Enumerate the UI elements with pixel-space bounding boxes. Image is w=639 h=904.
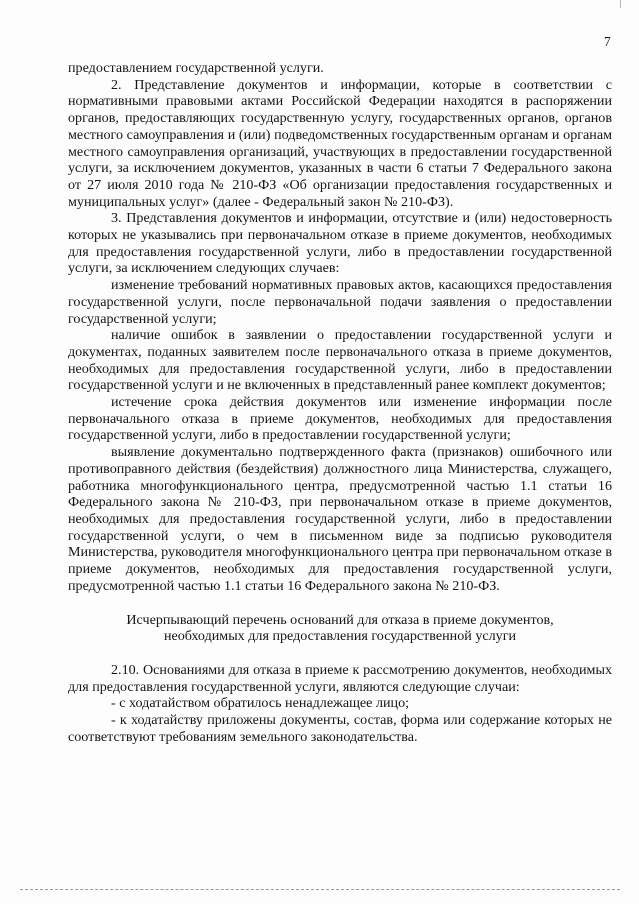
page-number: 7 xyxy=(604,34,611,49)
scan-edge-mark xyxy=(620,0,621,8)
paragraph-2-10: 2.10. Основаниями для отказа в приеме к рассмотрению документов, необходимых для предоставления государственной услуги, являются следующие случаи: xyxy=(68,661,612,695)
exception-case-document-expiry: истечение срока действия документов или изменение информации после первоначального отказа в приеме документов, необходимых для предоставления государственной услуги, либо в предоставлении государственной услуги; xyxy=(68,394,612,444)
section-heading: Исчерпывающий перечень оснований для отказа в приеме документов, необходимых для предоставления государственной услуги xyxy=(126,611,554,645)
exception-case-application-errors: наличие ошибок в заявлении о предоставлении государственной услуги и документах, поданных заявителем после первоначального отказа в приеме документов, необходимых для предоставления государственной услуги, либо в предоставлении государственной услуги и не включенных в представленный ранее комплект документов; xyxy=(68,327,612,394)
paragraph-item-3: 3. Представления документов и информации, отсутствие и (или) недостоверность которых не указывались при первоначальном отказе в приеме документов, необходимых для предоставления государственной услуги, либо в предоставлении государственной услуги, за исключением следующих случаев: xyxy=(68,210,612,277)
refusal-ground-improper-person: - с ходатайством обратилось ненадлежащее лицо; xyxy=(111,695,410,712)
exception-case-official-error: выявление документально подтвержденного факта (признаков) ошибочного или противоправного действия (бездействия) должностного лица Министерства, служащего, работника многофункционального центра, предусмотренной частью 1.1 статьи 16 Федерального закона № 210-ФЗ, при первоначальном отказе в приеме документов, необходимых для предоставления государственной услуги, либо в предоставлении государственной услуги, о чем в письменном виде за подписью руководителя Министерства, руководителя многофункционального центра при первоначальном отказе в приеме документов, необходимых для предоставления государственной услуги, предусмотренной частью 1.1 статьи 16 Федерального закона № 210-ФЗ. xyxy=(68,444,612,594)
exception-case-requirements-change: изменение требований нормативных правовых актов, касающихся предоставления государственной услуги, после первоначальной подачи заявления о предоставлении государственной услуги; xyxy=(68,277,612,327)
paragraph-item-2: 2. Представление документов и информации, которые в соответствии с нормативными правовыми актами Российской Федерации находятся в распоряжении органов, предоставляющих государственную услугу, государственных органов, органов местного самоуправления и (или) подведомственных государственным органам и органам местного самоуправления организаций, участвующих в предоставлении государственной услуги, за исключением документов, указанных в части 6 статьи 7 Федерального закона от 27 июля 2010 года № 210-ФЗ «Об организации предоставления государственных и муниципальных услуг» (далее - Федеральный закон № 210-ФЗ). xyxy=(68,76,612,210)
bottom-dashed-rule xyxy=(20,889,620,890)
refusal-ground-documents-noncompliant: - к ходатайству приложены документы, состав, форма или содержание которых не соответствуют требованиям земельного законодательства. xyxy=(68,712,612,745)
paragraph-continuation: предоставлением государственной услуги. xyxy=(68,60,324,76)
document-body xyxy=(68,60,612,745)
